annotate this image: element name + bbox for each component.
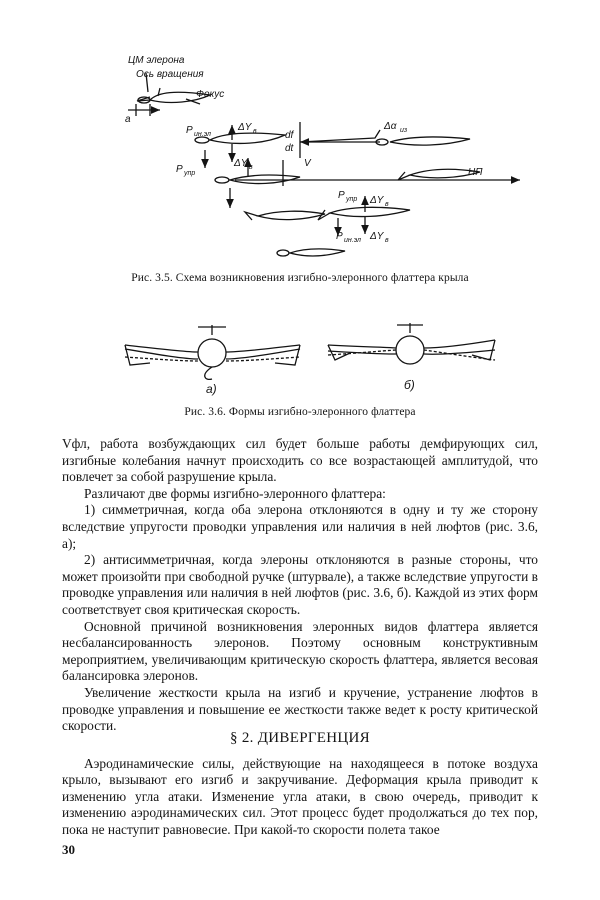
section-title: § 2. ДИВЕРГЕНЦИЯ — [230, 730, 370, 746]
airfoil-3 — [376, 137, 470, 145]
figure-3-6-diagram — [0, 305, 600, 405]
label-p-upr-2: P — [338, 190, 345, 201]
label-delta-alpha-sub: из — [400, 127, 408, 134]
label-delta-y-4: ΔY — [370, 231, 384, 242]
label-delta-y-1: ΔY — [238, 122, 252, 133]
section-paragraph-1: Аэродинамические силы, действующие на находящееся в потоке воздуха крыло, вызывают его изгиб и закручивание. Деформация крыла приводит к изменению угла атаки. Изменение угла атаки, в свою очередь, приводит к изменению аэродинамических сил. Этот процесс будет продолжаться до тех пор, пока не наступит равновесие. При какой-то скорости полета такое — [62, 756, 538, 837]
label-p-upr-2-sub: упр — [346, 196, 358, 203]
aircraft-front-view-b — [328, 323, 495, 364]
label-form-b: б) — [404, 378, 415, 392]
label-delta-y-3-sub: в — [385, 201, 389, 208]
figure-3-6-caption: Рис. 3.6. Формы изгибно-элеронного флаттера — [184, 406, 416, 418]
aircraft-front-view-a — [125, 325, 300, 379]
label-rotation-axis: Ось вращения — [136, 69, 204, 80]
figure-3-5-diagram — [0, 40, 600, 275]
airfoil-6 — [318, 207, 410, 220]
label-a: а — [125, 114, 131, 125]
label-focus: Фокус — [196, 89, 225, 100]
label-dt: dt — [285, 143, 294, 154]
label-p-in-el: P — [186, 125, 193, 136]
label-p-upr: P — [176, 164, 183, 175]
airfoil-7 — [245, 211, 325, 220]
paragraph-5: Основной причиной возникновения элеронных видов флаттера является несбалансированность элеронов. Поэтому основным конструктивным мероприятием, увеличивающим критическую скорость флаттера, является весовая балансировка элеронов. — [62, 618, 538, 684]
label-delta-y-2-sub: в — [249, 164, 253, 171]
paragraph-3: 1) симметричная, когда оба элерона отклоняются в одну и ту же сторону вследствие упругости проводки управления или наличия в ней люфтов (рис. 3.6, а); — [62, 502, 538, 551]
airfoil-5 — [215, 175, 300, 184]
label-delta-y-3: ΔY — [370, 195, 384, 206]
label-p-in-el-2-sub: ин.эл — [344, 237, 361, 244]
label-delta-y-1-sub: в — [253, 128, 257, 135]
airfoil-8 — [277, 249, 345, 256]
section-body — [62, 756, 538, 838]
paragraph-2: Различают две формы изгибно-элеронного флаттера: — [84, 485, 386, 501]
paragraph-4: 2) антисимметричная, когда элероны отклоняются в разные стороны, что может произойти при свободной ручке (штурвале), а также вследствие упругости в проводке управления или наличия в ней люфтов (рис. 3.6, б). Каждой из этих форм соответствует своя критическая скорость. — [62, 552, 538, 617]
label-p-upr-sub: упр — [184, 170, 196, 177]
label-delta-y-4-sub: в — [385, 237, 389, 244]
label-delta-alpha: Δα — [384, 121, 397, 132]
page-number: 30 — [62, 842, 75, 857]
paragraph-6: Увеличение жесткости крыла на изгиб и кручение, устранение люфтов в проводке управления и повышение ее жесткости также ведет к росту критической скорости. — [62, 684, 538, 734]
label-p-in-el-2: P — [336, 231, 343, 242]
label-form-a: а) — [206, 382, 217, 396]
label-cm-aileron: ЦМ элерона — [128, 55, 185, 66]
figure-3-5-caption: Рис. 3.5. Схема возникновения изгибно-элеронного флаттера крыла — [131, 272, 469, 284]
label-p-in-el-sub: ин.эл — [194, 131, 211, 138]
label-df: df — [285, 130, 294, 141]
body-text — [62, 436, 538, 735]
paragraph-1: Vфл, работа возбуждающих сил будет больше работы демфирующих сил, изгибные колебания начнут происходить со все возрастающей амплитудой, что повлечет за собой разрушение крыла. — [62, 436, 538, 485]
label-np: НП — [468, 167, 483, 178]
label-v: V — [304, 158, 311, 169]
label-delta-y-2: ΔY — [234, 158, 248, 169]
